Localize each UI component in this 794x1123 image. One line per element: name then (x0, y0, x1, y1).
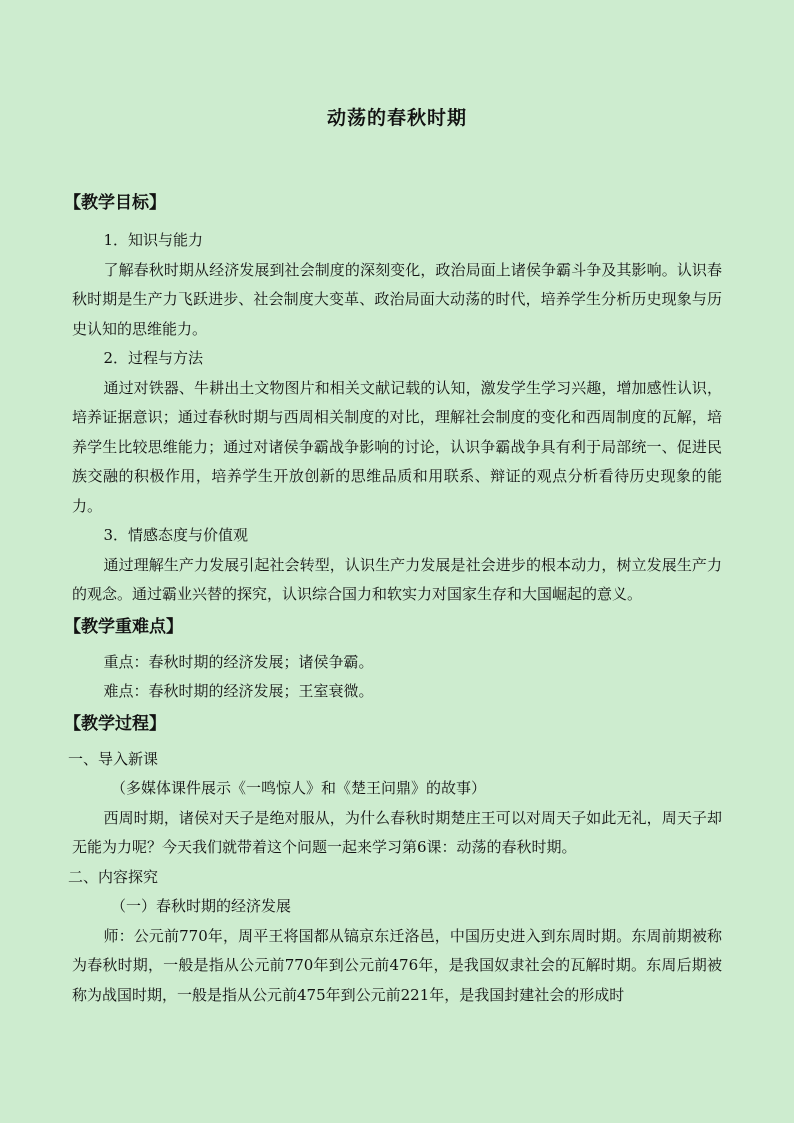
difficulty-point: 难点：春秋时期的经济发展；王室衰微。 (103, 682, 374, 700)
objective-3-text: 通过理解生产力发展引起社会转型，认识生产力发展是社会进步的根本动力，树立发展生产力的观念。通过霸业兴替的探究，认识综合国力和软实力对国家生存和大国崛起的意义。 (72, 555, 722, 603)
objectives-heading: 【教学目标】 (64, 193, 166, 213)
section-2-title: 二、内容探究 (68, 867, 159, 886)
objective-1-label: 1．知识与能力 (103, 231, 204, 249)
section-1-note: （多媒体课件展示《一鸣惊人》和《楚王问鼎》的故事） (111, 779, 487, 797)
section-2-subtitle: （一）春秋时期的经济发展 (111, 897, 292, 915)
document-body (64, 188, 722, 1010)
section-2-text: 师：公元前770年，周平王将国都从镐京东迁洛邑，中国历史进入到东周时期。东周前期被称为春秋时期，一般是指从公元前770年到公元前476年，是我国奴隶社会的瓦解时期。东周后期被称为战国时期，一般是指从公元前475年到公元前221年，是我国封建社会的形成时 (72, 926, 722, 1004)
objective-2-label: 2．过程与方法 (103, 349, 204, 367)
objective-1-text: 了解春秋时期从经济发展到社会制度的深刻变化，政治局面上诸侯争霸斗争及其影响。认识春秋时期是生产力飞跃进步、社会制度大变革、政治局面大动荡的时代，培养学生分析历史现象与历史认知的思维能力。 (72, 260, 722, 338)
objective-2-text: 通过对铁器、牛耕出土文物图片和相关文献记载的认知，激发学生学习兴趣，增加感性认识，培养证据意识；通过春秋时期与西周相关制度的对比，理解社会制度的变化和西周制度的瓦解，培养学生比较思维能力；通过对诸侯争霸战争影响的讨论，认识争霸战争具有利于局部统一、促进民族交融的积极作用，培养学生开放创新的思维品质和用联系、辩证的观点分析看待历史现象的能力。 (72, 378, 722, 515)
objective-3-label: 3．情感态度与价值观 (103, 526, 249, 544)
process-heading: 【教学过程】 (64, 713, 166, 734)
section-1-title: 一、导入新课 (68, 749, 159, 768)
key-points-heading: 【教学重难点】 (64, 616, 183, 637)
focus-point: 重点：春秋时期的经济发展；诸侯争霸。 (103, 652, 374, 671)
section-1-text: 西周时期，诸侯对天子是绝对服从，为什么春秋时期楚庄王可以对周天子如此无礼，周天子却无能为力呢？今天我们就带着这个问题一起来学习第6课：动荡的春秋时期。 (72, 808, 722, 856)
page-title: 动荡的春秋时期 (326, 107, 467, 129)
